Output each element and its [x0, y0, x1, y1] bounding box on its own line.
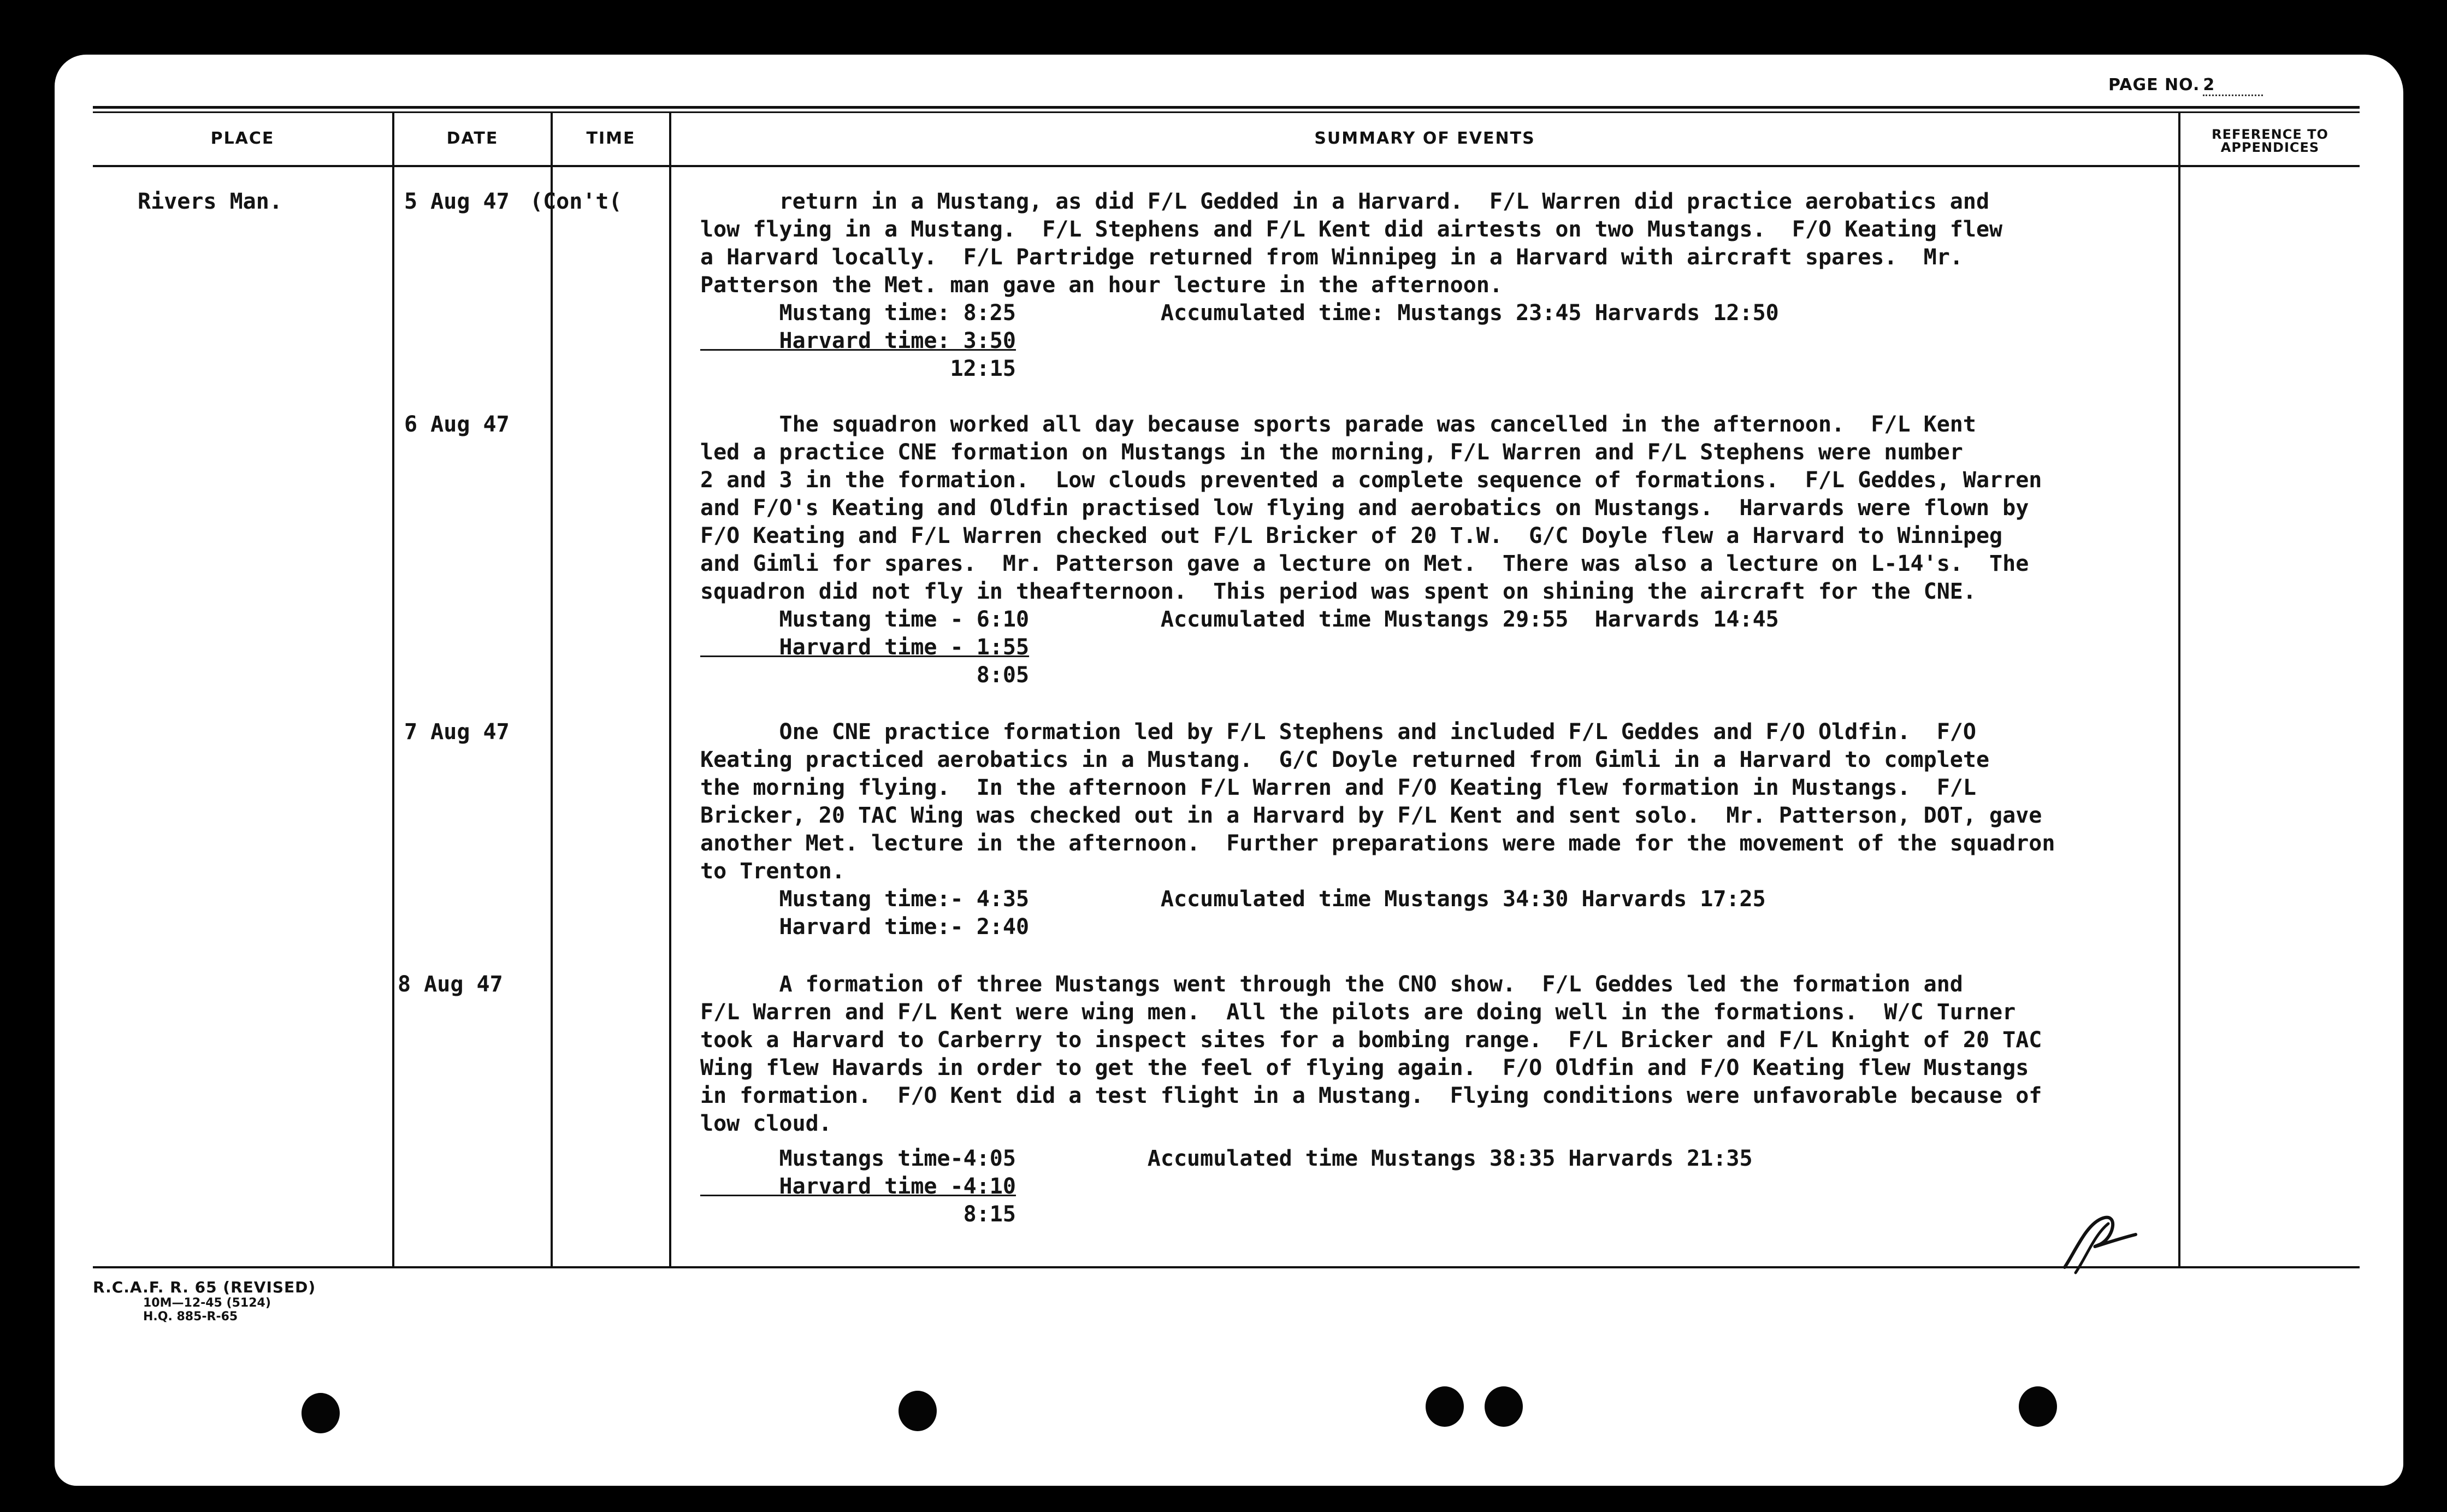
summary-line: Harvard time -4:10: [700, 1174, 1016, 1199]
summary-line: low flying in a Mustang. F/L Stephens and F/L Kent did airtests on two Mustangs. F/O Keating flew: [700, 217, 2003, 242]
summary-line: and F/O's Keating and Oldfin practised low flying and aerobatics on Mustangs. Harvards were flown by: [700, 495, 2029, 521]
summary-line: Mustangs time-4:05 Accumulated time Mustangs 38:35 Harvards 21:35: [700, 1146, 1753, 1171]
entry-time: (Con't(: [530, 189, 622, 214]
summary-line: Harvard time:- 2:40: [700, 914, 1030, 940]
header-time: TIME: [586, 129, 636, 148]
entry-date: 8 Aug 47: [398, 972, 503, 997]
entry-date: 5 Aug 47: [404, 189, 510, 214]
summary-line: Harvard time: 3:50: [700, 328, 1016, 353]
summary-line: Bricker, 20 TAC Wing was checked out in a Harvard by F/L Kent and sent solo. Mr. Patterson, DOT, gave: [700, 803, 2042, 828]
form-number: R.C.A.F. R. 65 (REVISED): [93, 1278, 316, 1296]
summary-line: Mustang time:- 4:35 Accumulated time Mustangs 34:30 Harvards 17:25: [700, 887, 1766, 912]
summary-line: return in a Mustang, as did F/L Gedded in a Harvard. F/L Warren did practice aerobatics and: [700, 189, 1990, 214]
summary-line: The squadron worked all day because sports parade was cancelled in the afternoon. F/L Kent: [700, 412, 1976, 437]
entry-date: 6 Aug 47: [404, 412, 510, 437]
summary-line: 2 and 3 in the formation. Low clouds prevented a complete sequence of formations. F/L Geddes, Warren: [700, 468, 2042, 493]
top-rule-inner: [93, 111, 2360, 113]
punch-hole: [302, 1393, 340, 1433]
header-bottom-rule: [93, 165, 2360, 167]
punch-hole: [1485, 1386, 1523, 1427]
summary-line: led a practice CNE formation on Mustangs in the morning, F/L Warren and F/L Stephens were number: [700, 440, 1963, 465]
col-divider-place-date: [392, 111, 394, 1266]
summary-line: Keating practiced aerobatics in a Mustang. G/C Doyle returned from Gimli in a Harvard to complete: [700, 747, 1990, 772]
page-number-value: 2: [2203, 75, 2263, 96]
summary-line: F/O Keating and F/L Warren checked out F/L Bricker of 20 T.W. G/C Doyle flew a Harvard to Winnipeg: [700, 523, 2003, 548]
form-sheet: [55, 55, 2403, 1486]
summary-line: another Met. lecture in the afternoon. Further preparations were made for the movement of the squadron: [700, 831, 2055, 856]
header-date: DATE: [446, 129, 499, 148]
entry-place: Rivers Man.: [138, 189, 282, 214]
form-hq-code: H.Q. 885-R-65: [143, 1310, 238, 1324]
header-summary: SUMMARY OF EVENTS: [1314, 129, 1535, 148]
summary-line: to Trenton.: [700, 859, 845, 884]
summary-line: and Gimli for spares. Mr. Patterson gave a lecture on Met. There was also a lecture on L-14's. The: [700, 551, 2029, 576]
page-number-label: PAGE NO.: [2108, 75, 2200, 94]
page-number: [2108, 75, 2263, 96]
summary-line: F/L Warren and F/L Kent were wing men. All the pilots are doing well in the formations. W/C Turner: [700, 1000, 2016, 1025]
form-print-code: 10M—12-45 (5124): [143, 1296, 271, 1310]
bottom-rule: [93, 1266, 2360, 1268]
header-reference-line2: APPENDICES: [2220, 140, 2320, 155]
summary-line: 8:05: [700, 663, 1030, 688]
summary-line: Mustang time - 6:10 Accumulated time Mustangs 29:55 Harvards 14:45: [700, 607, 1779, 632]
summary-line: took a Harvard to Carberry to inspect sites for a bombing range. F/L Bricker and F/L Knight of 20 TAC: [700, 1027, 2042, 1053]
summary-line: 12:15: [700, 356, 1016, 381]
summary-line: 8:15: [700, 1202, 1016, 1227]
summary-line: the morning flying. In the afternoon F/L Warren and F/O Keating flew formation in Mustangs. F/L: [700, 775, 1976, 800]
punch-hole: [899, 1391, 937, 1431]
punch-hole: [2019, 1386, 2057, 1427]
summary-line: low cloud.: [700, 1111, 832, 1136]
summary-line: Patterson the Met. man gave an hour lecture in the afternoon.: [700, 273, 1503, 298]
col-divider-summary-ref: [2178, 111, 2180, 1266]
summary-line: Harvard time - 1:55: [700, 635, 1030, 660]
summary-line: a Harvard locally. F/L Partridge returned from Winnipeg in a Harvard with aircraft spares. Mr.: [700, 245, 1963, 270]
header-place: PLACE: [210, 129, 275, 148]
summary-line: squadron did not fly in theafternoon. This period was spent on shining the aircraft for the CNE.: [700, 579, 1976, 604]
summary-line: Mustang time: 8:25 Accumulated time: Mustangs 23:45 Harvards 12:50: [700, 300, 1779, 326]
header-reference-line1: REFERENCE TO: [2212, 127, 2328, 142]
handwritten-initials: [2054, 1202, 2152, 1278]
top-rule: [93, 106, 2360, 109]
punch-hole: [1426, 1386, 1464, 1427]
entry-date: 7 Aug 47: [404, 719, 510, 745]
header-reference: [2180, 128, 2360, 154]
summary-line: One CNE practice formation led by F/L Stephens and included F/L Geddes and F/O Oldfin. F/O: [700, 719, 1976, 745]
col-divider-date-time: [551, 111, 553, 1266]
summary-line: in formation. F/O Kent did a test flight in a Mustang. Flying conditions were unfavorable because of: [700, 1083, 2042, 1108]
col-divider-time-summary: [669, 111, 671, 1266]
summary-line: A formation of three Mustangs went through the CNO show. F/L Geddes led the formation and: [700, 972, 1963, 997]
form-footer: [93, 1278, 316, 1324]
summary-line: Wing flew Havards in order to get the feel of flying again. F/O Oldfin and F/O Keating flew Mustangs: [700, 1055, 2029, 1080]
